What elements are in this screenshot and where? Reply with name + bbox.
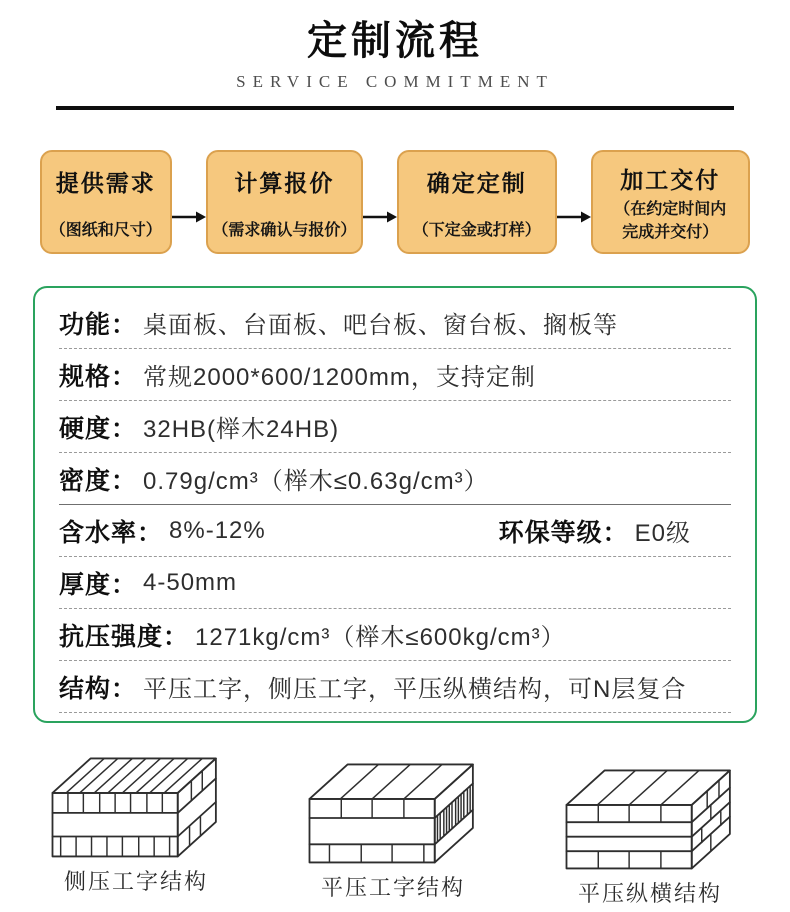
- spec-value: 桌面板、台面板、吧台板、窗台板、搁板等: [143, 312, 619, 339]
- divider: [59, 452, 731, 453]
- process-steps: [0, 150, 790, 254]
- step-desc: （图纸和尺寸）: [49, 222, 162, 239]
- arrow-right-icon: [557, 210, 591, 224]
- divider: [59, 660, 731, 661]
- spec-label: 硬度：: [59, 414, 138, 443]
- step-title: 计算报价: [234, 170, 335, 196]
- step-desc: （需求确认与报价）: [212, 222, 357, 239]
- step-title: 确定定制: [426, 170, 527, 196]
- step-title: 加工交付: [620, 167, 721, 193]
- spec-value: 1271kg/cm³（榉木≤600kg/cm³）: [195, 624, 566, 651]
- divider: [59, 712, 731, 713]
- step-processing-delivery: [591, 150, 750, 254]
- spec-label: 环保等级：: [498, 518, 629, 547]
- spec-value: 常规2000*600/1200mm，支持定制: [143, 364, 536, 391]
- divider-solid: [59, 504, 731, 505]
- step-provide-requirements: [40, 150, 172, 254]
- step-desc: （在约定时间内: [614, 201, 727, 218]
- arrow-right-icon: [363, 210, 397, 224]
- spec-value: 平压工字，侧压工字，平压纵横结构，可N层复合: [143, 676, 687, 703]
- step-title: 提供需求: [55, 170, 156, 196]
- diagram-flat-pressed-crisscross-structure: [536, 755, 764, 908]
- diagram-caption: 侧压工字结构: [63, 869, 208, 894]
- spec-row-size: [59, 352, 731, 397]
- board-isometric-icon: [545, 755, 755, 873]
- step-desc: （下定金或打样）: [412, 222, 541, 239]
- step-confirm-customization: [397, 150, 556, 254]
- spec-value: 32HB(榉木24HB): [143, 416, 340, 443]
- board-isometric-icon: [31, 743, 241, 861]
- divider: [59, 348, 731, 349]
- spec-label: 密度：: [59, 466, 138, 495]
- page-subtitle: SERVICE COMMITMENT: [236, 72, 554, 91]
- diagram-caption: 平压工字结构: [320, 875, 465, 900]
- spec-label: 抗压强度：: [59, 622, 190, 651]
- spec-row-function: [59, 300, 731, 345]
- diagram-side-pressed-i-structure: [22, 743, 250, 908]
- diagram-caption: 平压纵横结构: [577, 881, 722, 906]
- spec-value: 0.79g/cm³（榉木≤0.63g/cm³）: [143, 468, 489, 495]
- diagram-flat-pressed-i-structure: [279, 749, 507, 908]
- board-isometric-icon: [288, 749, 498, 867]
- spec-label: 功能：: [59, 310, 138, 339]
- spec-label: 厚度：: [59, 570, 138, 599]
- spec-row-hardness: [59, 404, 731, 449]
- spec-row-density: [59, 456, 731, 501]
- spec-value: E0级: [634, 520, 691, 547]
- spec-value: 8%-12%: [169, 516, 266, 544]
- spec-value: 4-50mm: [143, 568, 238, 596]
- divider: [59, 400, 731, 401]
- divider: [59, 556, 731, 557]
- spec-row-thickness: [59, 560, 731, 605]
- specs-panel: [33, 286, 757, 723]
- arrow-right-icon: [172, 210, 206, 224]
- spec-label: 结构：: [59, 674, 138, 703]
- spec-row-compressive-strength: [59, 612, 731, 657]
- step-calculate-quote: [206, 150, 363, 254]
- spec-row-moisture-eco: [59, 508, 731, 553]
- step-desc: 完成并交付）: [622, 224, 719, 242]
- divider: [59, 608, 731, 609]
- page-title: 定制流程: [307, 18, 483, 63]
- spec-label: 规格：: [59, 362, 138, 391]
- structure-diagrams: [0, 743, 790, 908]
- spec-row-structure: [59, 664, 731, 709]
- title-divider: [56, 106, 734, 110]
- header: [0, 0, 790, 110]
- spec-label: 含水率：: [59, 518, 164, 547]
